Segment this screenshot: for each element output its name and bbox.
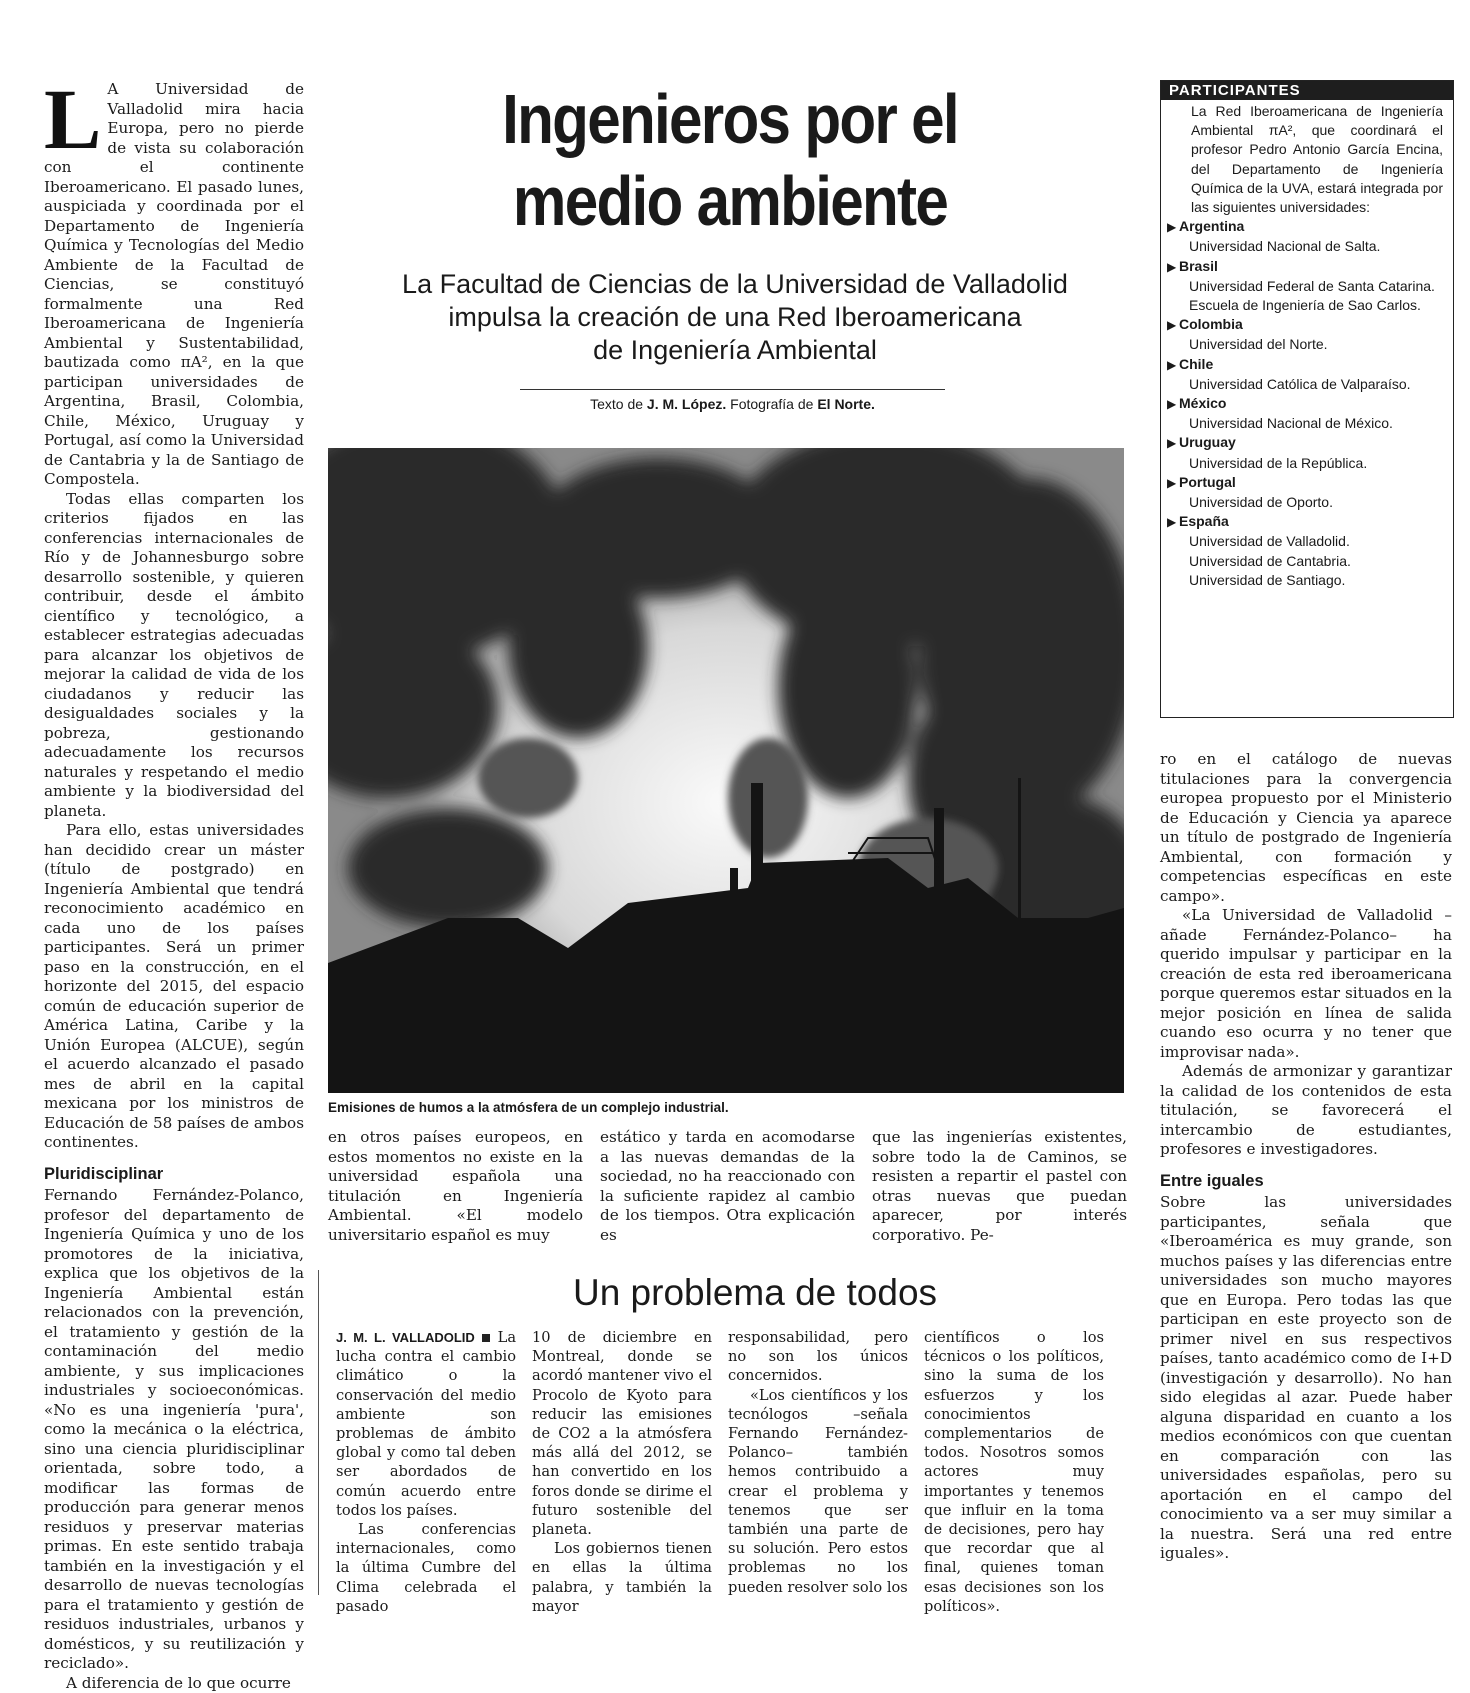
mid-column-1 [328, 1128, 583, 1245]
participants-title: PARTICIPANTES [1161, 81, 1453, 100]
country-argentina: ▶ Argentina Universidad Nacional de Salta. [1167, 217, 1453, 256]
right-column [1160, 750, 1452, 1564]
left-paragraph-2: Todas ellas comparten los criterios fijados en las conferencias internacionales de Río y de Johannesburgo sobre desarrollo sostenible, y quieren contribuir, desde el ámbito científico y tecnológico, a establecer estrategias adecuadas para alcanzar los objetivos de mejorar la calidad de vida de los ciudadanos y reducir las desigualdades sociales y la pobreza, gestionando adecuadamente los recursos naturales y respetando el medio ambiente y la biodiversidad del planeta. [44, 490, 304, 822]
photo-caption: Emisiones de humos a la atmósfera de un complejo industrial. [328, 1100, 729, 1115]
right-paragraph-3: Además de armonizar y garantizar la calidad de los contenidos de esta titulación, se favorecerá el intercambio de estudiantes, profesores e investigadores. [1160, 1062, 1452, 1160]
deck: La Facultad de Ciencias de la Universidad de Valladolid impulsa la creación de una Red Iberoamericana de Ingeniería Ambiental [340, 268, 1130, 367]
arrow-icon: ▶ [1167, 395, 1179, 414]
country-mexico: ▶ México Universidad Nacional de México. [1167, 394, 1453, 433]
participants-box [1160, 80, 1454, 718]
arrow-icon: ▶ [1167, 218, 1179, 237]
country-portugal: ▶ Portugal Universidad de Oporto. [1167, 473, 1453, 512]
sidebar-c3a: responsabilidad, pero no son los únicos concernidos. [728, 1328, 908, 1386]
arrow-icon: ▶ [1167, 474, 1179, 493]
sidebar-c4: científicos o los técnicos o los políticos, sino la suma de los esfuerzos y los conocimientos complementarios de todos. Nosotros somos actores muy importantes y tenemos que influir en la toma de decisiones, pero hay que recordar que al final, quienes toman esas decisiones son los políticos». [924, 1328, 1104, 1616]
country-colombia: ▶ Colombia Universidad del Norte. [1167, 315, 1453, 354]
mid-column-3 [872, 1128, 1127, 1245]
arrow-icon: ▶ [1167, 356, 1179, 375]
left-paragraph-4: Fernando Fernández-Polanco, profesor del departamento de Ingeniería Química y uno de los promotores de la iniciativa, explica que los objetivos de la Ingeniería Ambiental están relacionados con la prevención, el tratamiento y gestión de la contaminación del medio ambiente, y sus implicaciones industriales y socioeconómicas. «No es una ingeniería 'pura', como la mecánica o la eléctrica, sino una ciencia pluridisciplinar orientada, sobre todo, a modificar las formas de producción para generar menos residuos y preservar materias primas. En este sentido trabaja también en la investigación y el desarrollo de nuevas tecnologías para el tratamiento y gestión de residuos industriales, urbanos y domésticos, y su reutilización y reciclado». [44, 1186, 304, 1674]
mid-column-3-text: que las ingenierías existentes, sobre todo la de Caminos, se resisten a repartir el pastel con otras nuevas que puedan aparecer, por interés corporativo. Pe- [872, 1128, 1127, 1245]
byline-photo-credit: El Norte. [817, 396, 875, 412]
sidebar-c3b: «Los científicos y los tecnólogos –señala Fernando Fernández-Polanco– también hemos contribuido a crear el problema y tenemos que ser también una parte de su solución. Pero estos problemas no los pueden resolver solo los [728, 1386, 908, 1597]
participants-list [1161, 217, 1453, 590]
mid-column-2 [600, 1128, 855, 1245]
sidebar-column-3 [728, 1328, 908, 1597]
byline-photo-prefix: Fotografía de [726, 396, 817, 412]
sidebar-rule [318, 1270, 319, 1595]
sidebar-c1a: J. M. L. VALLADOLID La lucha contra el cambio climático o la conservación del medio ambiente son problemas de ámbito global y como tal deben ser abordados de común acuerdo entre todos los países. [336, 1328, 516, 1520]
right-paragraph-2: «La Universidad de Valladolid –añade Fernández-Polanco– ha querido impulsar y participar en la creación de esta red iberoamericana porque queremos estar situados en la mejor posición en línea de salida cuando eso ocurra y no tener que improvisar nada». [1160, 906, 1452, 1062]
arrow-icon: ▶ [1167, 434, 1179, 453]
right-paragraph-1: ro en el catálogo de nuevas titulaciones para la convergencia europea propuesto por el Ministerio de Educación y Ciencia ya aparece un título de postgrado de Ingeniería Ambiental, con formación y competencias específicas en este campo». [1160, 750, 1452, 906]
left-column [44, 80, 304, 1693]
arrow-icon: ▶ [1167, 258, 1179, 277]
byline-author: J. M. López. [647, 396, 726, 412]
left-paragraph-1: L A Universidad de Valladolid mira hacia Europa, pero no pierde de vista su colaboración con el continente Iberoamericano. El pasado lunes, auspiciada y coordinada por el Departamento de Ingeniería Química y Tecnologías del Medio Ambiente de la Facultad de Ciencias, se constituyó formalmente una Red Iberoamericana de Ingeniería Ambiental y Sustentabilidad, bautizada como πA², en la que participan universidades de Argentina, Brasil, Colombia, Chile, México, Uruguay y Portugal, así como la Universidad de Cantabria y la de Santiago de Compostela. [44, 80, 304, 490]
industrial-smoke-photo [328, 448, 1124, 1093]
sidebar-c2b: Los gobiernos tienen en ellas la última palabra, y también la mayor [532, 1539, 712, 1616]
sidebar-c1b: Las conferencias internacionales, como la última Cumbre del Clima celebrada el pasado [336, 1520, 516, 1616]
byline-rule [520, 389, 945, 390]
subhead-pluridisciplinar: Pluridisciplinar [44, 1165, 304, 1185]
subhead-entre-iguales: Entre iguales [1160, 1172, 1452, 1192]
arrow-icon: ▶ [1167, 316, 1179, 335]
sidebar-column-4 [924, 1328, 1104, 1616]
left-paragraph-5: A diferencia de lo que ocurre [44, 1674, 304, 1693]
byline [520, 396, 945, 412]
headline: Ingenieros por el medio ambiente [429, 78, 1031, 242]
dropcap: L [44, 84, 101, 154]
arrow-icon: ▶ [1167, 513, 1179, 532]
participants-intro: La Red Iberoamericana de Ingeniería Ambiental πA², que coordinará el profesor Pedro Antonio García Encina, del Departamento de Ingeniería Química de la UVA, estará integrada por las siguientes universidades: [1161, 100, 1453, 217]
sidebar-c2a: 10 de diciembre en Montreal, donde se acordó mantener vivo el Procolo de Kyoto para reducir las emisiones de CO2 a la atmósfera más allá del 2012, se han convertido en los foros donde se dirime el futuro sostenible del planeta. [532, 1328, 712, 1539]
country-uruguay: ▶ Uruguay Universidad de la República. [1167, 433, 1453, 472]
country-chile: ▶ Chile Universidad Católica de Valparaíso. [1167, 355, 1453, 394]
country-espana: ▶ España Universidad de Valladolid. Universidad de Cantabria. Universidad de Santiago. [1167, 512, 1453, 590]
sidebar-title: Un problema de todos [520, 1272, 990, 1314]
mid-column-2-text: estático y tarda en acomodarse a las nuevas demandas de la sociedad, no ha reaccionado con la suficiente rapidez al cambio de los tiempos. Otra explicación es [600, 1128, 855, 1245]
country-brasil: ▶ Brasil Universidad Federal de Santa Catarina. Escuela de Ingeniería de Sao Carlos. [1167, 257, 1453, 316]
left-paragraph-3: Para ello, estas universidades han decidido crear un máster (título de postgrado) en Ingeniería Ambiental que tendrá reconocimiento académico en cada uno de los países participantes. Será un primer paso en la construcción, en el horizonte del 2015, del espacio común de educación superior de América Latina, Caribe y la Unión Europea (ALCUE), según el acuerdo alcanzado el pasado mes de abril en la capital mexicana por los ministros de Educación de 58 países de ambos continentes. [44, 821, 304, 1153]
sidebar-dateline: J. M. L. VALLADOLID [336, 1330, 475, 1345]
photo-image [328, 448, 1124, 1093]
right-paragraph-4: Sobre las universidades participantes, señala que «Iberoamérica es muy grande, son muchos países y las diferencias entre universidades son mucho mayores que en Europa. Pero todas las que participan en este proyecto son de primer nivel en sus respectivos países, tanto académico como de I+D (investigación y desarrollo). No han sido elegidas al azar. Puede haber alguna disparidad en cuanto a los medios económicos con que cuentan en comparación con las universidades españolas, pero su aportación en el campo del conocimiento va a ser muy similar a la nuestra. Será una red entre iguales». [1160, 1193, 1452, 1564]
byline-text-prefix: Texto de [590, 396, 647, 412]
sidebar-column-1 [336, 1328, 516, 1616]
mid-column-1-text: en otros países europeos, en estos momentos no existe en la universidad española una titulación en Ingeniería Ambiental. «El modelo universitario español es muy [328, 1128, 583, 1245]
sidebar-column-2 [532, 1328, 712, 1616]
